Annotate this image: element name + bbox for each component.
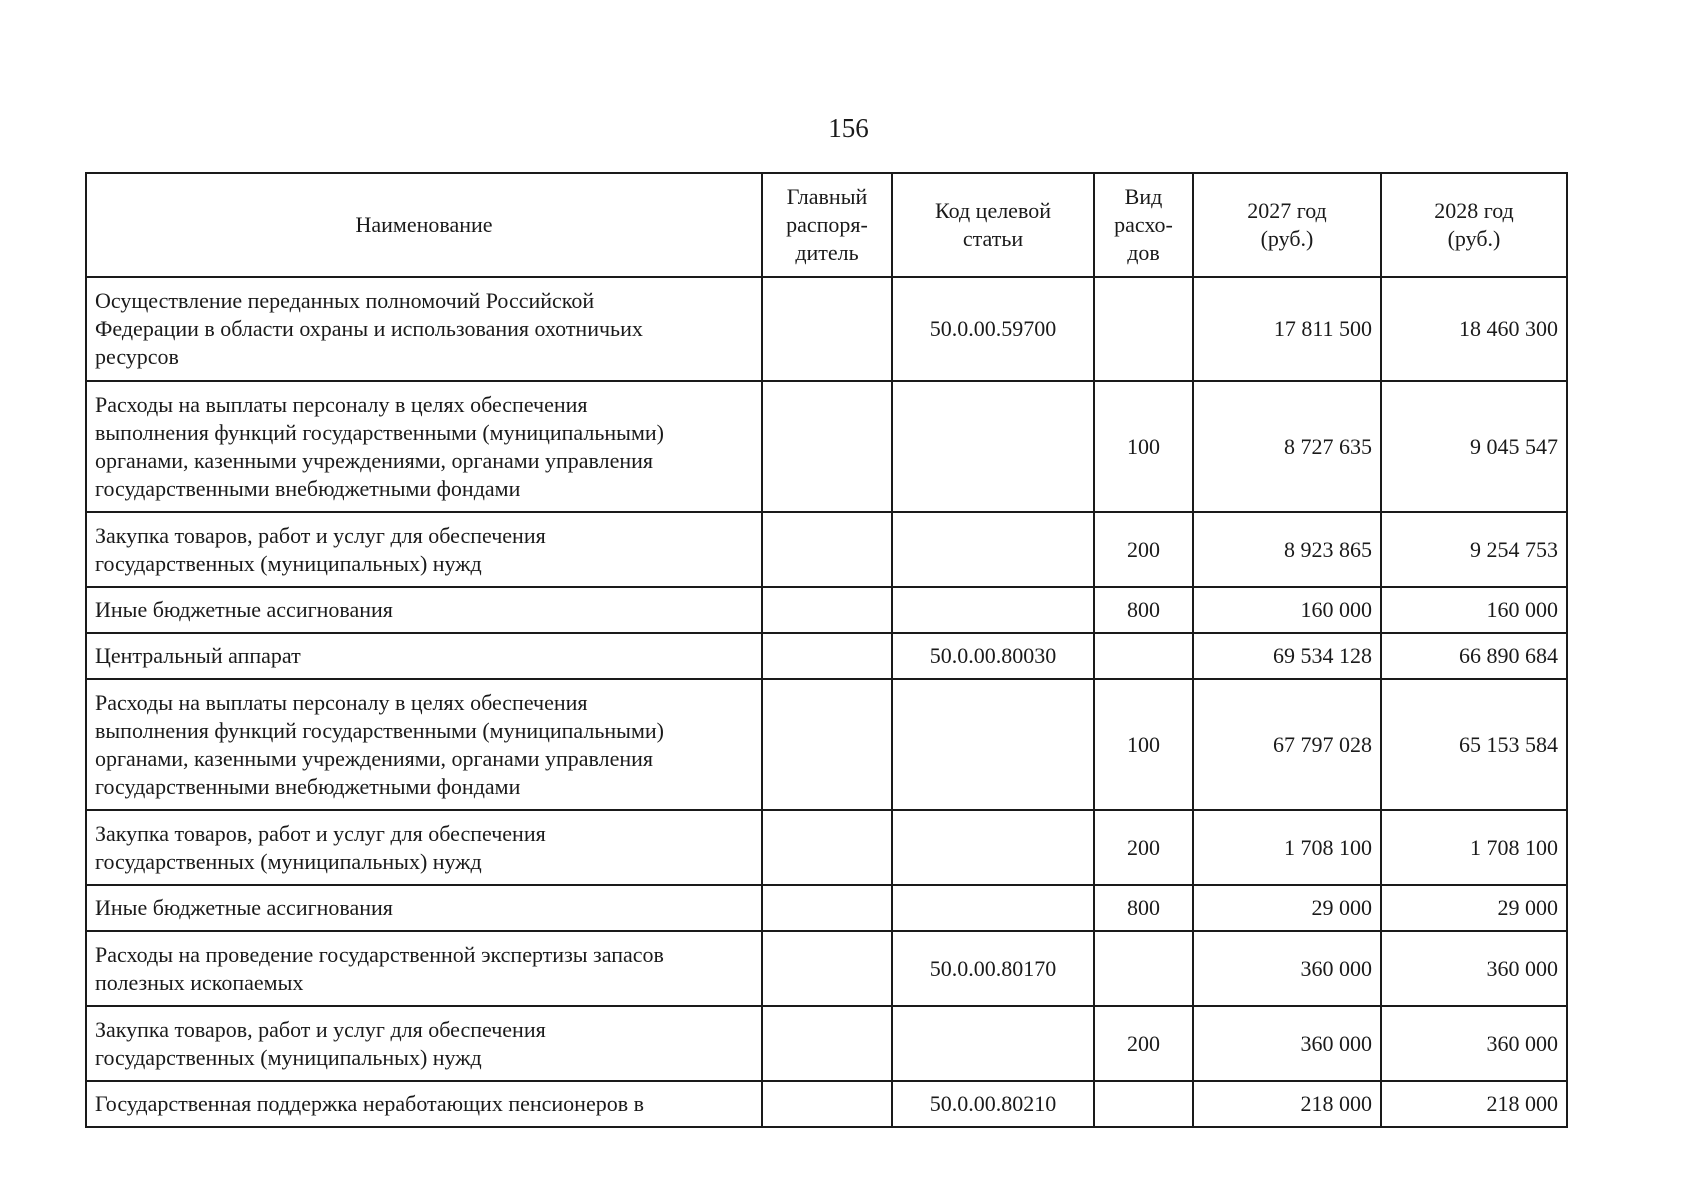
header-code: Код целевой статьи: [892, 173, 1094, 277]
cell-code: 50.0.00.80170: [892, 931, 1094, 1006]
cell-code: 50.0.00.80210: [892, 1081, 1094, 1127]
cell-type: 800: [1094, 885, 1193, 931]
cell-admin: [762, 633, 892, 679]
cell-admin: [762, 381, 892, 512]
cell-code: 50.0.00.80030: [892, 633, 1094, 679]
header-name: Наименование: [86, 173, 762, 277]
cell-type: 100: [1094, 679, 1193, 810]
table-row: [86, 810, 1567, 885]
cell-admin: [762, 512, 892, 587]
cell-2027: 160 000: [1193, 587, 1381, 633]
table-row: [86, 587, 1567, 633]
cell-admin: [762, 679, 892, 810]
cell-2027: 360 000: [1193, 1006, 1381, 1081]
cell-2028: 65 153 584: [1381, 679, 1567, 810]
cell-2027: 67 797 028: [1193, 679, 1381, 810]
header-row: [86, 173, 1567, 277]
cell-type: 200: [1094, 1006, 1193, 1081]
cell-code: [892, 1006, 1094, 1081]
header-2027: 2027 год (руб.): [1193, 173, 1381, 277]
cell-name: Закупка товаров, работ и услуг для обеспечения государственных (муниципальных) нужд: [86, 1006, 762, 1081]
table-row: [86, 931, 1567, 1006]
cell-admin: [762, 277, 892, 381]
table-row: [86, 1006, 1567, 1081]
cell-2028: 360 000: [1381, 931, 1567, 1006]
cell-name: Расходы на проведение государственной экспертизы запасов полезных ископаемых: [86, 931, 762, 1006]
cell-2027: 360 000: [1193, 931, 1381, 1006]
cell-admin: [762, 885, 892, 931]
cell-2028: 18 460 300: [1381, 277, 1567, 381]
cell-2028: 160 000: [1381, 587, 1567, 633]
page-number: 156: [828, 113, 869, 143]
table-row: [86, 679, 1567, 810]
cell-2027: 218 000: [1193, 1081, 1381, 1127]
cell-type: 100: [1094, 381, 1193, 512]
cell-code: 50.0.00.59700: [892, 277, 1094, 381]
table-row: [86, 512, 1567, 587]
header-type: Вид расхо- дов: [1094, 173, 1193, 277]
cell-2028: 218 000: [1381, 1081, 1567, 1127]
cell-type: [1094, 633, 1193, 679]
cell-2027: 29 000: [1193, 885, 1381, 931]
cell-name: Иные бюджетные ассигнования: [86, 885, 762, 931]
budget-table: [85, 172, 1568, 1128]
cell-2027: 8 923 865: [1193, 512, 1381, 587]
cell-name: Закупка товаров, работ и услуг для обеспечения государственных (муниципальных) нужд: [86, 810, 762, 885]
cell-type: [1094, 1081, 1193, 1127]
cell-type: 800: [1094, 587, 1193, 633]
cell-2027: 1 708 100: [1193, 810, 1381, 885]
cell-2028: 29 000: [1381, 885, 1567, 931]
cell-type: [1094, 931, 1193, 1006]
table-row: [86, 381, 1567, 512]
cell-admin: [762, 931, 892, 1006]
cell-2028: 360 000: [1381, 1006, 1567, 1081]
cell-code: [892, 885, 1094, 931]
cell-code: [892, 679, 1094, 810]
cell-2027: 69 534 128: [1193, 633, 1381, 679]
cell-2028: 9 254 753: [1381, 512, 1567, 587]
cell-code: [892, 810, 1094, 885]
cell-admin: [762, 587, 892, 633]
cell-2028: 66 890 684: [1381, 633, 1567, 679]
cell-type: 200: [1094, 810, 1193, 885]
table-row: [86, 633, 1567, 679]
cell-code: [892, 512, 1094, 587]
header-2028: 2028 год (руб.): [1381, 173, 1567, 277]
cell-name: Закупка товаров, работ и услуг для обеспечения государственных (муниципальных) нужд: [86, 512, 762, 587]
cell-2028: 9 045 547: [1381, 381, 1567, 512]
cell-name: Осуществление переданных полномочий Российской Федерации в области охраны и использования охотничьих ресурсов: [86, 277, 762, 381]
cell-2027: 8 727 635: [1193, 381, 1381, 512]
cell-type: 200: [1094, 512, 1193, 587]
cell-2027: 17 811 500: [1193, 277, 1381, 381]
cell-name: Иные бюджетные ассигнования: [86, 587, 762, 633]
cell-code: [892, 381, 1094, 512]
cell-code: [892, 587, 1094, 633]
header-admin: Главный распоря- дитель: [762, 173, 892, 277]
cell-name: Центральный аппарат: [86, 633, 762, 679]
table-row: [86, 885, 1567, 931]
cell-type: [1094, 277, 1193, 381]
cell-name: Государственная поддержка неработающих пенсионеров в: [86, 1081, 762, 1127]
cell-name: Расходы на выплаты персоналу в целях обеспечения выполнения функций государственными (муниципальными) органами, казенными учреждениями, органами управления государственными внебюджетными фондами: [86, 381, 762, 512]
cell-2028: 1 708 100: [1381, 810, 1567, 885]
cell-admin: [762, 810, 892, 885]
cell-admin: [762, 1081, 892, 1127]
cell-name: Расходы на выплаты персоналу в целях обеспечения выполнения функций государственными (муниципальными) органами, казенными учреждениями, органами управления государственными внебюджетными фондами: [86, 679, 762, 810]
table-row: [86, 1081, 1567, 1127]
cell-admin: [762, 1006, 892, 1081]
table-row: [86, 277, 1567, 381]
